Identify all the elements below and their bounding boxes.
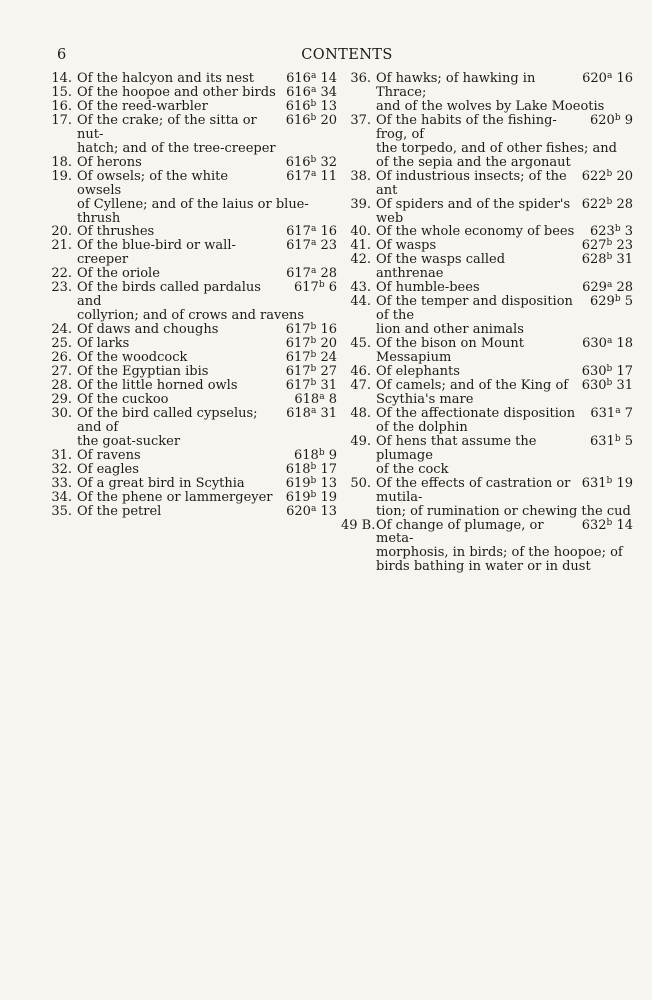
reference-column: b <box>318 280 325 291</box>
entry-number: 45. <box>350 336 371 352</box>
reference-column: b <box>310 475 317 486</box>
entry-bekker-reference <box>574 72 633 100</box>
entry-title: Of the habits of the fishing-frog, of <box>376 112 557 142</box>
contents-entry <box>341 72 633 114</box>
entry-number: 41. <box>350 238 371 254</box>
reference-line: 14 <box>316 71 337 86</box>
entry-number: 28. <box>51 377 72 393</box>
reference-page: 618 <box>294 447 319 463</box>
reference-line: 13 <box>316 503 337 519</box>
reference-page: 618 <box>286 405 311 421</box>
entry-title: Of industrious insects; of the ant <box>376 168 567 198</box>
reference-page: 623 <box>590 224 615 240</box>
contents-entry <box>47 114 337 156</box>
contents-entry <box>47 281 337 323</box>
reference-page: 617 <box>285 364 311 380</box>
entry-title: Of eagles <box>77 461 139 477</box>
entry-title: Of change of plumage, or meta- <box>376 517 544 547</box>
contents-entry <box>341 435 633 477</box>
entry-bekker-reference <box>582 435 633 463</box>
entry-continuation: hatch; and of the tree-creeper <box>77 140 276 156</box>
reference-column: b <box>310 350 317 361</box>
entry-number: 14. <box>51 71 72 86</box>
reference-column: b <box>310 489 317 500</box>
reference-page: 627 <box>581 238 607 254</box>
entry-bekker-reference <box>582 114 633 142</box>
entry-bekker-reference <box>286 393 337 407</box>
entry-title: Of a great bird in Scythia <box>77 475 245 491</box>
contents-column-left <box>47 72 337 519</box>
entry-continuation: lion and other animals <box>376 322 524 338</box>
reference-page: 632 <box>581 517 607 533</box>
reference-column: b <box>310 112 317 123</box>
contents-entry <box>341 477 633 519</box>
contents-entry <box>47 100 337 114</box>
entry-bekker-reference <box>278 100 337 114</box>
entry-title: Of the bison on Mount Messapium <box>376 336 524 366</box>
entry-title: Of the petrel <box>77 503 162 519</box>
contents-entry <box>47 239 337 267</box>
entry-title: Of ravens <box>77 447 141 463</box>
reference-line: 16 <box>612 71 633 86</box>
reference-line: 5 <box>620 294 633 310</box>
reference-page: 616 <box>285 154 311 170</box>
reference-column: b <box>310 154 317 165</box>
contents-entry <box>47 170 337 226</box>
reference-line: 20 <box>316 336 337 352</box>
reference-page: 617 <box>294 280 319 296</box>
reference-column: a <box>615 405 621 416</box>
reference-column: b <box>606 517 613 528</box>
entry-title: Of hens that assume the plumage <box>376 433 537 463</box>
reference-column: a <box>310 266 317 277</box>
entry-number: 43. <box>350 280 371 296</box>
reference-page: 631 <box>590 433 615 449</box>
entry-bekker-reference <box>278 86 337 100</box>
reference-column: b <box>310 377 317 388</box>
reference-column: a <box>319 391 325 402</box>
entry-continuation: tion; of rumination or chewing the cud <box>376 503 631 519</box>
entry-bekker-reference <box>574 253 633 281</box>
entry-number: 17. <box>51 112 72 128</box>
contents-entry <box>47 225 337 239</box>
entry-number: 35. <box>51 503 72 519</box>
contents-entry <box>47 379 337 393</box>
reference-line: 5 <box>620 433 633 449</box>
reference-column: a <box>310 168 317 179</box>
contents-entry <box>341 365 633 379</box>
contents-entry <box>47 449 337 463</box>
contents-entry <box>47 407 337 449</box>
reference-column: b <box>310 98 317 109</box>
entry-continuation: morphosis, in birds; of the hoopoe; of birds bathing in water or in dust <box>376 545 623 575</box>
reference-line: 23 <box>612 238 633 254</box>
entry-bekker-reference <box>574 281 633 295</box>
entry-number: 19. <box>51 168 72 184</box>
entry-title: Of the little horned owls <box>77 377 238 393</box>
reference-line: 13 <box>316 98 337 114</box>
reference-line: 31 <box>612 377 633 393</box>
reference-column: b <box>310 322 317 333</box>
contents-entry <box>341 253 633 281</box>
entry-number: 20. <box>51 224 72 240</box>
entry-bekker-reference <box>278 337 337 351</box>
reference-page: 617 <box>285 350 311 366</box>
entry-bekker-reference <box>278 170 337 198</box>
reference-page: 616 <box>285 98 311 114</box>
reference-column: a <box>310 238 317 249</box>
reference-page: 617 <box>285 336 311 352</box>
reference-column: b <box>318 447 325 458</box>
entry-number: 31. <box>51 447 72 463</box>
entry-title: Of the hoopoe and other birds <box>77 84 276 100</box>
entry-bekker-reference <box>574 198 633 226</box>
entry-number: 47. <box>350 377 371 393</box>
entry-bekker-reference <box>574 379 633 393</box>
entry-title: Of the whole economy of bees <box>376 224 575 240</box>
contents-entry <box>341 225 633 239</box>
contents-entry <box>341 281 633 295</box>
entry-number: 38. <box>350 168 371 184</box>
reference-line: 14 <box>612 517 633 533</box>
reference-column: a <box>606 71 613 81</box>
reference-page: 617 <box>286 168 311 184</box>
entry-title: Of the temper and disposition of the <box>376 294 573 324</box>
reference-column: b <box>606 475 613 486</box>
page-header <box>57 47 637 67</box>
entry-bekker-reference <box>278 463 337 477</box>
entry-title: Of spiders and of the spider's web <box>376 196 571 226</box>
reference-page: 631 <box>581 475 607 491</box>
entry-bekker-reference <box>278 407 337 435</box>
entry-bekker-reference <box>286 449 337 463</box>
reference-page: 620 <box>590 112 615 128</box>
contents-entry <box>47 365 337 379</box>
entry-number: 30. <box>51 405 72 421</box>
entry-continuation: of the cock <box>376 461 449 477</box>
reference-column: b <box>310 364 317 375</box>
entry-bekker-reference <box>278 351 337 365</box>
entry-title: Of the birds called pardalus and <box>77 280 261 310</box>
entry-bekker-reference <box>574 477 633 505</box>
entry-title: Of the crake; of the sitta or nut- <box>77 112 257 142</box>
entry-continuation: of Cyllene; and of the laius or blue-thrush <box>77 196 309 226</box>
entry-number: 16. <box>51 98 72 114</box>
reference-line: 19 <box>612 475 633 491</box>
entry-bekker-reference <box>278 72 337 86</box>
entry-title: Of the halcyon and its nest <box>77 71 254 86</box>
entry-number: 48. <box>350 405 371 421</box>
contents-entry <box>47 156 337 170</box>
reference-page: 617 <box>286 238 311 254</box>
entry-continuation: and of the wolves by Lake Moeotis <box>376 98 605 114</box>
entry-title: Of daws and choughs <box>77 322 219 338</box>
reference-line: 8 <box>324 391 337 407</box>
reference-page: 616 <box>286 71 311 86</box>
reference-page: 630 <box>582 336 607 352</box>
entry-title: Of thrushes <box>77 224 155 240</box>
entry-number: 29. <box>51 391 72 407</box>
entry-title: Of humble-bees <box>376 280 480 296</box>
entry-bekker-reference <box>278 114 337 142</box>
reference-line: 32 <box>316 154 337 170</box>
reference-page: 631 <box>590 405 616 421</box>
reference-page: 619 <box>285 475 311 491</box>
entry-number: 22. <box>51 266 72 282</box>
contents-entry <box>341 239 633 253</box>
reference-line: 31 <box>316 405 337 421</box>
reference-page: 617 <box>286 224 311 240</box>
entry-number: 15. <box>51 84 72 100</box>
reference-line: 20 <box>316 112 337 128</box>
entry-bekker-reference <box>278 239 337 267</box>
reference-line: 28 <box>612 280 633 296</box>
reference-column: a <box>606 280 613 291</box>
reference-column: a <box>310 224 317 235</box>
reference-line: 11 <box>316 168 337 184</box>
reference-page: 622 <box>581 196 607 212</box>
entry-bekker-reference <box>278 477 337 491</box>
entry-continuation: the torpedo, and of other fishes; and of the sepia and the argonaut <box>376 140 617 170</box>
entry-title: Of hawks; of hawking in Thrace; <box>376 71 536 100</box>
page-number: 6 <box>57 47 67 63</box>
reference-line: 27 <box>316 364 337 380</box>
reference-line: 28 <box>316 266 337 282</box>
reference-line: 24 <box>316 350 337 366</box>
reference-line: 18 <box>612 336 633 352</box>
reference-page: 617 <box>286 266 311 282</box>
reference-column: a <box>310 405 317 416</box>
entry-title: Of the effects of castration or mutila- <box>376 475 571 505</box>
contents-column-right <box>341 72 633 574</box>
reference-column: b <box>614 294 621 305</box>
entry-title: Of herons <box>77 154 142 170</box>
entry-continuation: Scythia's mare <box>376 391 474 407</box>
reference-line: 31 <box>316 377 337 393</box>
reference-page: 620 <box>286 503 311 519</box>
reference-line: 3 <box>620 224 633 240</box>
entry-number: 23. <box>51 280 72 296</box>
entry-title: Of the wasps called anthrenae <box>376 252 506 282</box>
reference-line: 16 <box>316 322 337 338</box>
entry-number: 39. <box>350 196 371 212</box>
reference-column: b <box>606 364 613 375</box>
entry-number: 42. <box>350 252 371 268</box>
entry-number: 36. <box>350 71 371 86</box>
entry-bekker-reference <box>278 156 337 170</box>
entry-number: 50. <box>350 475 371 491</box>
contents-entry <box>47 267 337 281</box>
entry-title: Of the oriole <box>77 266 160 282</box>
entry-bekker-reference <box>574 170 633 198</box>
reference-column: a <box>606 336 613 347</box>
reference-page: 617 <box>285 377 311 393</box>
contents-entry <box>47 505 337 519</box>
reference-page: 619 <box>285 489 311 505</box>
contents-entry <box>341 407 633 435</box>
entry-bekker-reference <box>278 379 337 393</box>
reference-column: b <box>614 112 621 123</box>
entry-bekker-reference <box>278 365 337 379</box>
entry-title: Of elephants <box>376 364 460 380</box>
reference-page: 616 <box>286 84 311 100</box>
entry-number: 49. <box>350 433 371 449</box>
entry-bekker-reference <box>278 505 337 519</box>
reference-column: a <box>310 503 317 514</box>
entry-bekker-reference <box>582 295 633 323</box>
reference-page: 616 <box>285 112 311 128</box>
reference-line: 6 <box>324 280 337 296</box>
reference-page: 630 <box>581 377 607 393</box>
entry-continuation: the goat-sucker <box>77 433 181 449</box>
reference-page: 622 <box>581 168 607 184</box>
entry-title: Of the Egyptian ibis <box>77 364 209 380</box>
contents-entry <box>341 337 633 365</box>
contents-entry <box>47 351 337 365</box>
entry-number: 33. <box>51 475 72 491</box>
entry-title: Of the reed-warbler <box>77 98 208 114</box>
reference-line: 17 <box>612 364 633 380</box>
reference-column: b <box>606 252 613 263</box>
contents-entry <box>341 114 633 170</box>
reference-column: b <box>606 168 613 179</box>
entry-number: 27. <box>51 364 72 380</box>
entry-bekker-reference <box>574 519 633 547</box>
reference-page: 618 <box>285 461 311 477</box>
reference-column: b <box>606 196 613 207</box>
entry-title: Of larks <box>77 336 130 352</box>
reference-column: a <box>310 84 317 95</box>
contents-entry <box>341 170 633 198</box>
reference-page: 620 <box>582 71 607 86</box>
reference-column: b <box>310 336 317 347</box>
entry-title: Of the affectionate disposition <box>376 405 576 421</box>
entry-number: 26. <box>51 350 72 366</box>
entry-bekker-reference <box>574 365 633 379</box>
reference-line: 19 <box>316 489 337 505</box>
entry-number: 32. <box>51 461 72 477</box>
reference-column: b <box>310 461 317 472</box>
reference-line: 17 <box>316 461 337 477</box>
contents-entry <box>47 72 337 86</box>
reference-column: a <box>310 71 317 81</box>
entry-number: 40. <box>350 224 371 240</box>
entry-title: Of the blue-bird or wall-creeper <box>77 238 236 268</box>
reference-line: 34 <box>316 84 337 100</box>
entry-title: Of the woodcock <box>77 350 188 366</box>
reference-column: b <box>606 238 613 249</box>
reference-page: 617 <box>285 322 311 338</box>
reference-line: 31 <box>612 252 633 268</box>
reference-line: 28 <box>612 196 633 212</box>
reference-column: b <box>614 433 621 444</box>
entry-bekker-reference <box>278 267 337 281</box>
entry-number: 46. <box>350 364 371 380</box>
entry-title: Of wasps <box>376 238 437 254</box>
reference-page: 628 <box>581 252 607 268</box>
reference-page: 630 <box>581 364 607 380</box>
contents-entry <box>341 519 633 575</box>
entry-bekker-reference <box>278 225 337 239</box>
contents-entry <box>47 463 337 477</box>
entry-bekker-reference <box>574 239 633 253</box>
entry-bekker-reference <box>278 491 337 505</box>
reference-line: 9 <box>620 112 633 128</box>
contents-entry <box>341 295 633 337</box>
contents-entry <box>47 491 337 505</box>
reference-column: b <box>606 377 613 388</box>
contents-entry <box>47 337 337 351</box>
entry-bekker-reference <box>286 281 337 309</box>
contents-entry <box>47 323 337 337</box>
contents-entry <box>47 477 337 491</box>
contents-entry <box>47 86 337 100</box>
entry-number: 24. <box>51 322 72 338</box>
reference-line: 13 <box>316 475 337 491</box>
reference-page: 629 <box>590 294 615 310</box>
entry-number: 34. <box>51 489 72 505</box>
entry-number: 44. <box>350 294 371 310</box>
reference-line: 20 <box>612 168 633 184</box>
entry-bekker-reference <box>582 407 633 421</box>
entry-bekker-reference <box>582 225 633 239</box>
contents-entry <box>341 198 633 226</box>
entry-title: Of the cuckoo <box>77 391 169 407</box>
reference-line: 23 <box>316 238 337 254</box>
reference-line: 16 <box>316 224 337 240</box>
entry-bekker-reference <box>574 337 633 365</box>
entry-title: Of camels; and of the King of <box>376 377 569 393</box>
entry-bekker-reference <box>278 323 337 337</box>
entry-number: 25. <box>51 336 72 352</box>
reference-line: 9 <box>324 447 337 463</box>
reference-line: 7 <box>620 405 633 421</box>
contents-entry <box>341 379 633 407</box>
entry-title: Of the phene or lammergeyer <box>77 489 273 505</box>
entry-number: 37. <box>350 112 371 128</box>
entry-continuation: of the dolphin <box>376 419 468 435</box>
entry-title: Of the bird called cypselus; and of <box>77 405 258 435</box>
entry-number: 18. <box>51 154 72 170</box>
reference-column: b <box>614 224 621 235</box>
entry-number: 21. <box>51 238 72 254</box>
reference-page: 629 <box>582 280 607 296</box>
contents-entry <box>47 393 337 407</box>
reference-page: 618 <box>294 391 320 407</box>
running-title: CONTENTS <box>301 47 393 63</box>
entry-title: Of owsels; of the white owsels <box>77 168 229 198</box>
entry-number: 49 B. <box>341 517 376 533</box>
entry-continuation: collyrion; and of crows and ravens <box>77 308 305 324</box>
